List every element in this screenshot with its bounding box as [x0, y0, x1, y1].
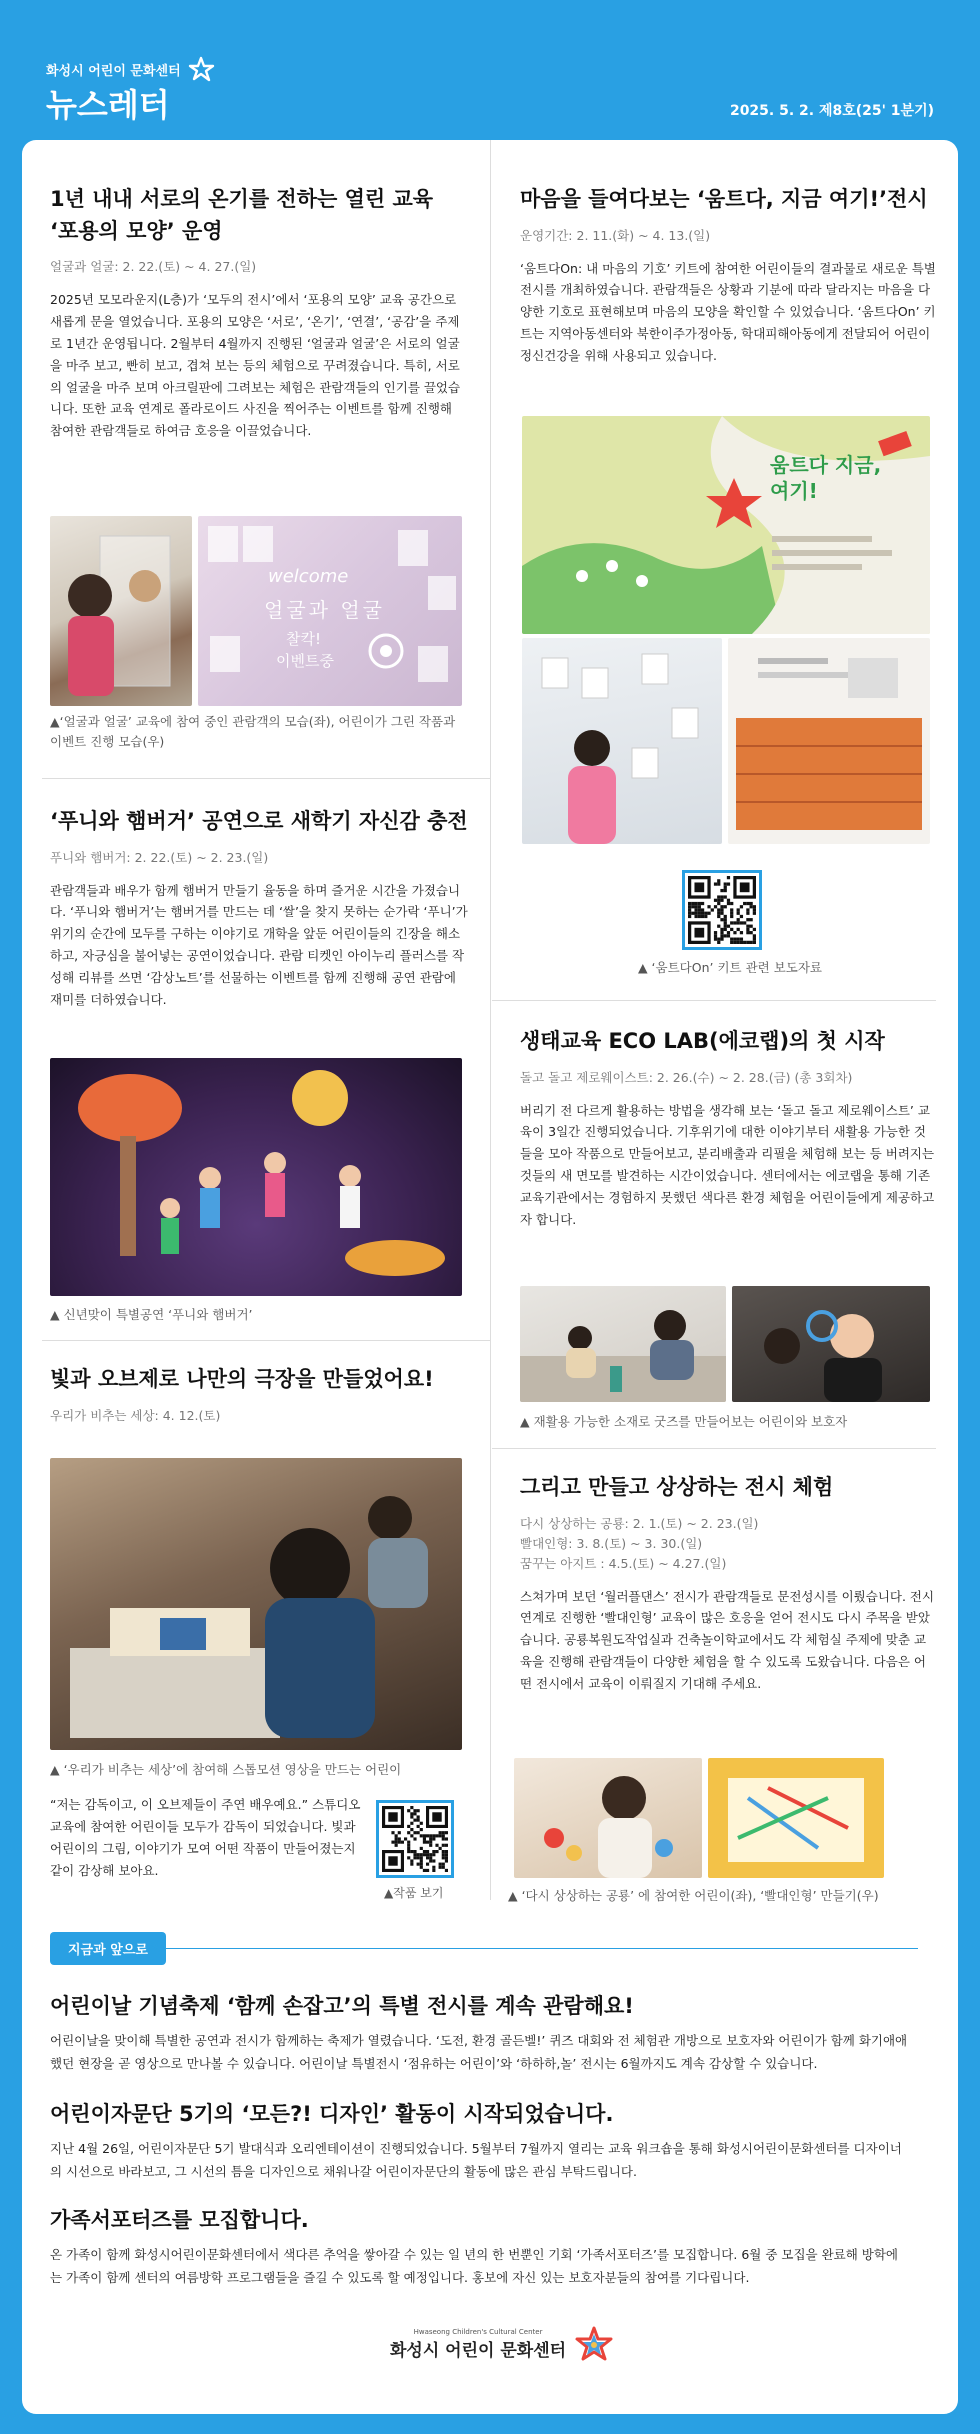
photo-caption: ▲ 재활용 가능한 소재로 굿즈를 만들어보는 어린이와 보호자 [520, 1414, 848, 1429]
article-title: 1년 내내 서로의 온기를 전하는 열린 교육 ‘포용의 모양’ 운영 [50, 187, 434, 243]
news-item [50, 2204, 910, 2289]
footer-logo-ko: 화성시 어린이 문화센터 [390, 2340, 567, 2361]
qr-code-icon [382, 1806, 448, 1872]
article-meta: 운영기간: 2. 11.(화) ~ 4. 13.(일) [520, 227, 711, 243]
photo-text-click: 찰칵! [286, 630, 321, 648]
article-title: 빛과 오브제로 나만의 극장을 만들었어요! [50, 1367, 434, 1391]
photo-event-wall [198, 516, 462, 706]
newsletter-title: 뉴스레터 [46, 86, 170, 124]
article-quote: “저는 감독이고, 이 오브제들이 주연 배우예요.” 스튜디오 교육에 참여한 어린이들 모두가 감독이 되었습니다. 빛과 어린이의 그림, 이야기가 모여 어떤 작품이 만들어졌는지 같이 감상해 보아요. [50, 1797, 361, 1878]
article-puni-show [50, 806, 468, 1011]
photo-text-welcome: welcome [268, 566, 349, 587]
photo-straw-doll [708, 1758, 884, 1878]
news-body: 온 가족이 함께 화성시어린이문화센터에서 색다른 추억을 쌓아갈 수 있는 일 년의 한 번뿐인 기회 ‘가족서포터즈’를 모집합니다. 6월 중 모집을 완료해 방학에는 가족이 함께 센터의 여름방학 프로그램들을 즐길 수 있도록 할 예정입니다. 홍보에 자신 있는 보호자분들의 참여를 기다립니다. [50, 2247, 898, 2285]
news-item [50, 1990, 910, 2075]
qr-code-press[interactable] [682, 870, 762, 950]
article-body: 관람객들과 배우가 함께 햄버거 만들기 율동을 하며 즐거운 시간을 가졌습니다. ‘푸니와 햄버거’는 햄버거를 만드는 데 ‘쌀’을 찾지 못하는 순가락 ‘푸니’가 위기의 순간에 모두를 구하는 이야기로 개학을 앞둔 어린이들의 긴장을 해소하고, 자긍심을 불어넣는 공연이었습니다. 관람 티켓인 아이누리 플러스를 작성해 리뷰를 쓰면 ‘감상노트’를 선물하는 이벤트를 함께 진행해 공연 관람에 재미를 더하였습니다. [50, 882, 468, 1007]
photo-illustration [708, 1758, 884, 1878]
photo-text-title: 얼굴과 얼굴 [264, 598, 385, 622]
article-title: 생태교육 ECO LAB(에코랩)의 첫 시작 [520, 1029, 885, 1053]
article-meta: 우리가 비추는 세상: 4. 12.(토) [50, 1407, 221, 1423]
news-body: 어린이날을 맞이해 특별한 공연과 전시가 함께하는 축제가 열렸습니다. ‘도전, 환경 골든벨!’ 퀴즈 대회와 전 체험관 개방으로 보호자와 어린이가 함께 화기애애했던 현장을 곧 영상으로 만나볼 수 있습니다. 어린이날 특별전시 ‘점유하는 어린이’와 ‘하하하,놀’ 전시는 6월까지도 계속 감상할 수 있습니다. [50, 2033, 908, 2071]
news-body: 지난 4월 26일, 어린이자문단 5기 발대식과 오리엔테이션이 진행되었습니다. 5월부터 7월까지 열리는 교육 워크숍을 통해 화성시어린이문화센터를 디자이너의 시선으로 바라보고, 그 시선의 틈을 디자인으로 채워나갈 어린이자문단의 활동에 많은 관심 부탁드립니다. [50, 2141, 902, 2179]
article-meta: 얼굴과 얼굴: 2. 22.(토) ~ 4. 27.(일) [50, 259, 257, 274]
photo-exhibition-wall [522, 416, 930, 634]
photo-illustration [522, 638, 722, 844]
photo-illustration [732, 1286, 930, 1402]
header [0, 0, 980, 140]
photo-caption: ▲‘얼굴과 얼굴’ 교육에 참여 중인 관람객의 모습(좌), 어린이가 그린 작품과 이벤트 진행 모습(우) [50, 714, 456, 749]
photo-text-event: 이벤트중 [276, 652, 334, 670]
photo-eco-child [732, 1286, 930, 1402]
qr-caption: ▲작품 보기 [384, 1886, 444, 1900]
section-divider [42, 1340, 490, 1341]
meta-line: 꿈꾸는 아지트 : 4.5.(토) ~ 4.27.(일) [520, 1555, 727, 1571]
article-body: 스쳐가며 보던 ‘월러플댄스’ 전시가 관람객들로 문전성시를 이뤘습니다. 전시 연계로 진행한 ‘빨대인형’ 교육이 많은 호응을 얻어 전시도 다시 주목을 받았습니다. 공룡복원도작업실과 건축놀이학교에서도 각 체험실 주제에 맞춘 교육을 진행해 관람객들이 다양한 체험을 할 수 있도록 도왔습니다. 다음은 어떤 전시에서 교육이 이뤄질지 기대해 주세요. [520, 1588, 935, 1691]
photo-text-umteuda: 움트다 지금, 여기! [770, 453, 882, 503]
article-meta: 푸니와 햄버거: 2. 22.(토) ~ 2. 23.(일) [50, 849, 269, 865]
article-light-theatre [50, 1364, 468, 1426]
news-title: 어린이자문단 5기의 ‘모든?! 디자인’ 활동이 시작되었습니다. [50, 2102, 614, 2126]
column-divider [490, 140, 491, 1900]
photo-acrylic-drawing [50, 516, 192, 706]
photo-puni-stage [50, 1058, 462, 1296]
photo-caption: ▲ 신년맞이 특별공연 ‘푸니와 햄버거’ [50, 1307, 253, 1322]
photo-illustration [514, 1758, 702, 1878]
news-title: 가족서포터즈를 모집합니다. [50, 2208, 309, 2232]
section-divider [492, 1448, 936, 1449]
photo-illustration [50, 516, 192, 706]
photo-shelf-display [728, 638, 930, 844]
meta-line: 빨대인형: 3. 8.(토) ~ 3. 30.(일) [520, 1535, 703, 1551]
colorful-star-icon [574, 2326, 614, 2362]
photo-eco-class [520, 1286, 726, 1402]
brand-logo [46, 56, 217, 82]
article-umteuda [520, 184, 936, 367]
article-body: ‘움트다On: 내 마음의 기호’ 키트에 참여한 어린이들의 결과물로 새로운 특별전시를 개최하였습니다. 관람객들은 상황과 기분에 따라 달라지는 마음을 다양한 기호로 표현해보며 마음의 모양을 확인할 수 있었습니다. ‘움트다On’ 키트는 지역아동센터와 북한이주가정아동, 학대피해아동에게 전달되어 어린이 정신건강을 위해 사용되고 있습니다. [520, 260, 936, 363]
upcoming-divider [50, 1948, 918, 1949]
article-inclusion [50, 184, 468, 442]
article-eco-lab [520, 1026, 936, 1231]
footer-logo-en: Hwaseong Children's Cultural Center [413, 2327, 543, 2336]
article-body: 2025년 모모라운지(L층)가 ‘모두의 전시’에서 ‘포용의 모양’ 교육 공간으로 새롭게 문을 열었습니다. 포용의 모양은 ‘서로’, ‘온기’, ‘연결’, ‘공감’을 주제로 1년간 운영됩니다. 2월부터 4월까지 진행된 ‘얼굴과 얼굴’은 서로의 얼굴을 마주 보고, 빤히 보고, 겹쳐 보는 등의 체험으로 꾸려졌습니다. 특히, 서로의 얼굴을 마주 보며 아크릴판에 그려보는 체험은 관람객들의 인기를 끌었습니다. 또한 교육 연계로 폴라로이드 사진을 찍어주는 이벤트를 함께 진행해 참여한 관람객들로 하여금 호응을 이끌었습니다. [50, 292, 461, 439]
issue-number: 2025. 5. 2. 제8호(25' 1분기) [729, 103, 934, 119]
photo-illustration [520, 1286, 726, 1402]
footer-logo [390, 2326, 614, 2362]
section-divider [42, 778, 490, 779]
section-divider [492, 1000, 936, 1001]
news-item [50, 2098, 910, 2183]
photo-illustration [50, 1458, 462, 1750]
article-meta: 돌고 돌고 제로웨이스트: 2. 26.(수) ~ 2. 28.(금) (총 3회차) [520, 1069, 853, 1085]
article-exhibition-experience [520, 1472, 936, 1695]
upcoming-tag: 지금과 앞으로 [50, 1932, 166, 1965]
article-body: 버리기 전 다르게 활용하는 방법을 생각해 보는 ‘돌고 돌고 제로웨이스트’ 교육이 3일간 진행되었습니다. 기후위기에 대한 이야기부터 새활용 가능한 것들을 모아 작품으로 만들어보고, 분리배출과 리필을 체험해 보는 등 버려지는 것들의 새 면모를 발견하는 시간이었습니다. 센터에서는 에코랩을 통해 기존 교육기관에서는 경험하지 못했던 색다른 환경 체험을 어린이들에게 제공하고자 합니다. [520, 1102, 935, 1227]
photo-caption: ▲ ‘우리가 비추는 세상’에 참여해 스톱모션 영상을 만드는 어린이 [50, 1762, 402, 1777]
photo-illustration [728, 638, 930, 844]
article-meta [520, 1514, 936, 1574]
photo-illustration [50, 1058, 462, 1296]
article-title: 그리고 만들고 상상하는 전시 체험 [520, 1475, 834, 1499]
article-title: ‘푸니와 햄버거’ 공연으로 새학기 자신감 충전 [50, 809, 468, 833]
photo-stopmotion [50, 1458, 462, 1750]
qr-caption: ▲ ‘움트다On’ 키트 관련 보도자료 [637, 960, 823, 975]
photo-illustration [522, 416, 930, 634]
brand-name: 화성시 어린이 문화센터 [46, 63, 181, 79]
news-title: 어린이날 기념축제 ‘함께 손잡고’의 특별 전시를 계속 관람해요! [50, 1994, 634, 2018]
star-icon [187, 56, 217, 82]
photo-dinosaur-child [514, 1758, 702, 1878]
meta-line: 다시 상상하는 공룡: 2. 1.(토) ~ 2. 23.(일) [520, 1515, 759, 1531]
photo-caption: ▲ ‘다시 상상하는 공룡’ 에 참여한 어린이(좌), ‘빨대인형’ 만들기(우) [508, 1888, 879, 1903]
article-title: 마음을 들여다보는 ‘움트다, 지금 여기!’전시 [520, 187, 928, 211]
photo-child-at-wall [522, 638, 722, 844]
qr-code-artwork[interactable] [376, 1800, 454, 1878]
qr-code-icon [688, 876, 756, 944]
